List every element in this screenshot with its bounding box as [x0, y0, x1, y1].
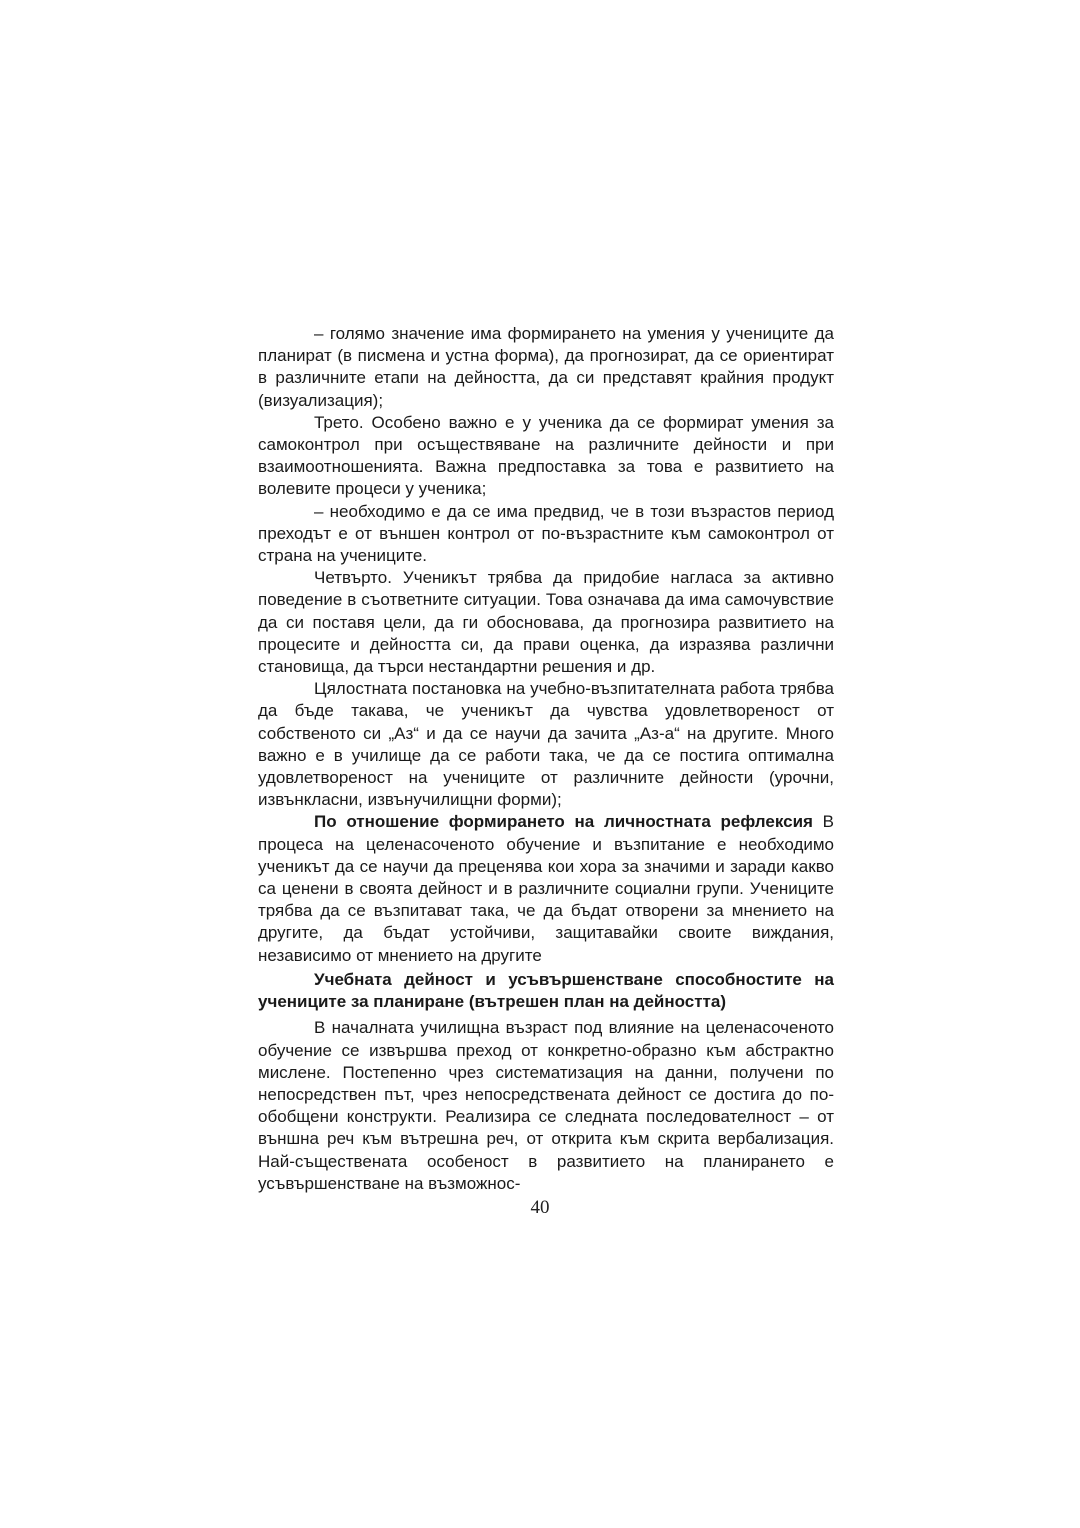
paragraph-4 — [258, 567, 834, 678]
paragraph-1-text: – голямо значение има формирането на умения у учениците да планират (в писмена и устна форма), да прогнозират, да се ориентират в различните етапи на дейността, да си представят крайния продукт (визуализация); — [258, 324, 834, 410]
paragraph-5 — [258, 678, 834, 811]
section-heading: Учебната дейност и усъвършенстване способностите на учениците за планиране (вътрешен план на дейността) — [258, 969, 834, 1012]
paragraph-6-lead: По отношение формирането на личностната рефлексия — [314, 812, 813, 832]
paragraph-7 — [258, 1017, 834, 1195]
paragraph-5-text: Цялостната постановка на учебно-възпитателната работа трябва да бъде такава, че ученикът да чувства удовлетвореност от собственото си „Аз“ и да се научи да зачита „Аз-а“ на другите. Много важно е в училище да се работи така, че да се постига оптимална удовлетвореност на учениците от различните дейности (урочни, извънкласни, извънучилищни форми); — [258, 679, 834, 810]
paragraph-2-text: Трето. Особено важно е у ученика да се формират умения за самоконтрол при осъществяване на различните дейности и при взаимоотношенията. Важна предпоставка за това е развитието на волевите процеси у ученика; — [258, 412, 834, 499]
page-body — [258, 323, 834, 1195]
paragraph-4-text: Четвърто. Ученикът трябва да придобие нагласа за активно поведение в съответните ситуации. Това означава да има самочувствие да си поставя цели, да ги обосновава, да прогнозира развитието на процесите и дейността си, да прави оценка, да изразява различни становища, да търси нестандартни решения и др. — [258, 568, 834, 677]
paragraph-3-text: – необходимо е да се има предвид, че в този възрастов период преходът е от външен контрол от по-възрастните към самоконтрол от страна на учениците. — [258, 501, 834, 566]
paragraph-6 — [258, 811, 834, 966]
paragraph-6-text: В процеса на целенасоченото обучение и възпитание е необходимо ученикът да се научи да преценява кои хора за значими и заради какво са ценени в своята дейност и в различните социални групи. Учениците трябва да се възпитават така, че да бъдат отворени за мнението на другите, да бъдат устойчиви, защитавайки своите виждания, независимо от мнението на другите — [258, 812, 835, 965]
paragraph-1 — [258, 323, 834, 412]
paragraph-7-text: В началната училищна възраст под влияние на целенасоченото обучение се извършва преход от конкретно-образно към абстрактно мислене. Постепенно чрез систематизация на данни, получени по непосредствен път, чрез непосредствената дейност се достига до по-обобщени конструкти. Реализира се следната последователност – от външна реч към вътрешна реч, от открита към скрита вербализация. Най-съществената особеност в развитието на планирането е усъвършенстване на възможнос- — [258, 1018, 834, 1193]
paragraph-3 — [258, 501, 834, 568]
paragraph-2 — [258, 412, 834, 501]
page-number: 40 — [530, 1197, 550, 1218]
